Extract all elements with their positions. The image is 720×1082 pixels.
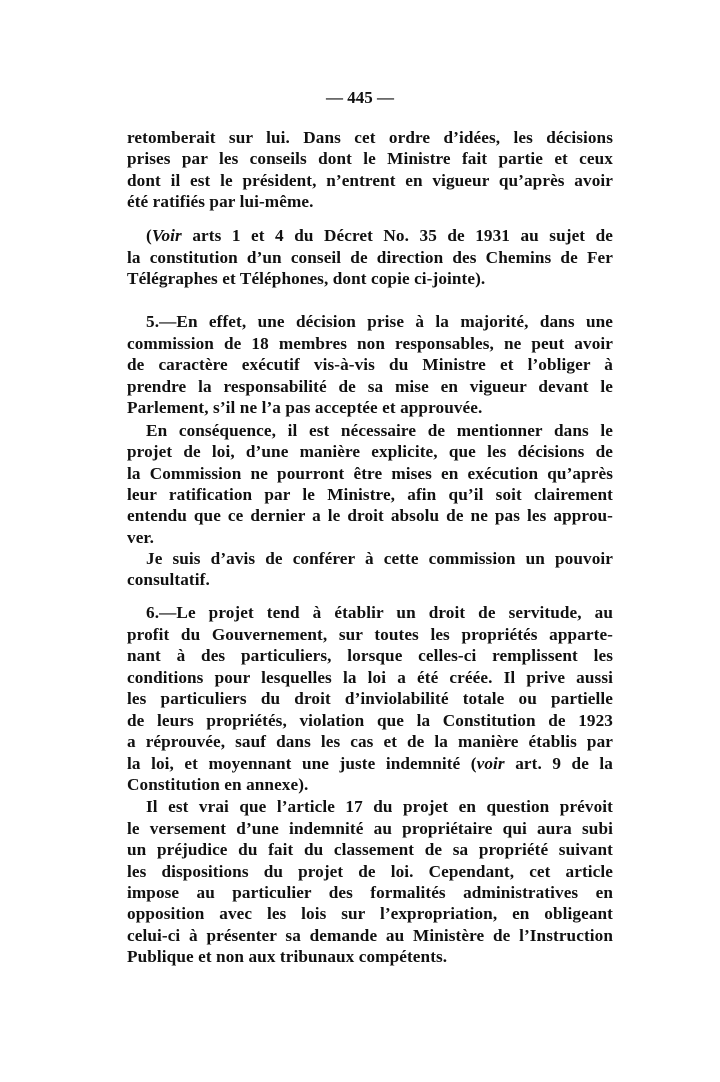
text-segment: la loi, et moyennant une juste indemnité (	[127, 754, 477, 773]
italic-text: voir	[476, 754, 505, 773]
text-line: prises par les conseils dont le Ministre fait partie et ceux	[127, 149, 613, 168]
text-line: profit du Gouvernement, sur toutes les propriétés apparte-	[127, 625, 613, 644]
text-line: de caractère exécutif vis-à-vis du Ministre et l’obliger à	[127, 355, 613, 374]
text-line: dont il est le président, n’entrent en vigueur qu’après avoir	[127, 171, 613, 190]
text-line: celui-ci à présenter sa demande au Ministère de l’Instruction	[127, 926, 613, 945]
text-line: impose au particulier des formalités administratives en	[127, 883, 613, 902]
text-line: opposition avec les lois sur l’expropriation, en obligeant	[127, 904, 613, 923]
text-line: Constitution en annexe).	[127, 775, 309, 794]
text-line: nant à des particuliers, lorsque celles-ci remplissent les	[127, 646, 613, 665]
text-segment: art. 9 de la	[504, 754, 613, 773]
text-line: entendu que ce dernier a le droit absolu de ne pas les approu-	[127, 506, 613, 525]
text-line: été ratifiés par lui-même.	[127, 192, 314, 211]
text-line: 5.—En effet, une décision prise à la majorité, dans une	[146, 312, 613, 331]
text-line: 6.—Le projet tend à établir un droit de servitude, au	[146, 603, 613, 622]
text-line: Je suis d’avis de conférer à cette commission un pouvoir	[146, 549, 613, 568]
text-line: retomberait sur lui. Dans cet ordre d’idées, les décisions	[127, 128, 613, 147]
text-line	[146, 225, 613, 246]
text-line: Publique et non aux tribunaux compétents.	[127, 947, 448, 966]
text-line	[127, 753, 613, 774]
text-line: prendre la responsabilité de sa mise en vigueur devant le	[127, 377, 613, 396]
text-line: consultatif.	[127, 570, 210, 589]
page-number: — 445 —	[326, 88, 394, 107]
text-line: un préjudice du fait du classement de sa propriété suivant	[127, 840, 613, 859]
text-line: leur ratification par le Ministre, afin qu’il soit clairement	[127, 485, 613, 504]
text-segment: (	[146, 226, 152, 245]
text-line: Télégraphes et Téléphones, dont copie ci-jointe).	[127, 269, 486, 288]
text-line: la Commission ne pourront être mises en exécution qu’après	[127, 464, 613, 483]
text-line: de leurs propriétés, violation que la Constitution de 1923	[127, 711, 613, 730]
text-line: a réprouvée, sauf dans les cas et de la manière établis par	[127, 732, 613, 751]
text-line: les dispositions du projet de loi. Cependant, cet article	[127, 862, 613, 881]
text-segment: arts 1 et 4 du Décret No. 35 de 1931 au sujet de	[181, 226, 613, 245]
text-line: En conséquence, il est nécessaire de mentionner dans le	[146, 421, 613, 440]
text-line: Il est vrai que l’article 17 du projet en question prévoit	[146, 797, 613, 816]
text-line: ver.	[127, 528, 154, 547]
text-line: commission de 18 membres non responsables, ne peut avoir	[127, 334, 613, 353]
text-line: les particuliers du droit d’inviolabilité totale ou partielle	[127, 689, 613, 708]
italic-text: Voir	[151, 226, 182, 245]
text-line: projet de loi, d’une manière explicite, que les décisions de	[127, 442, 613, 461]
text-line: le versement d’une indemnité au propriétaire qui aura subi	[127, 819, 613, 838]
text-line: conditions pour lesquelles la loi a été créée. Il prive aussi	[127, 668, 613, 687]
text-line: la constitution d’un conseil de direction des Chemins de Fer	[127, 248, 613, 267]
text-line: Parlement, s’il ne l’a pas acceptée et approuvée.	[127, 398, 483, 417]
